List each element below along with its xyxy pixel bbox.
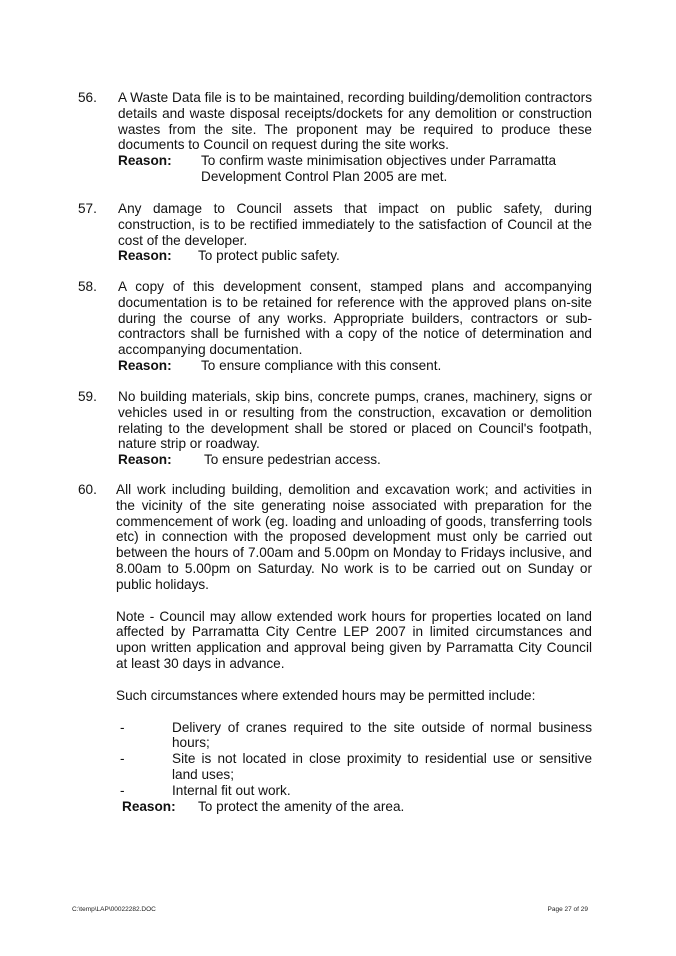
condition-number: 56. xyxy=(78,90,97,105)
condition-reason xyxy=(118,153,592,185)
bullet-marker: - xyxy=(120,719,125,735)
condition-text: No building materials, skip bins, concrete pumps, cranes, machinery, signs or vehicles used in or resulting from the construction, excavation or demolition relating to the development shall be stored or placed on Council's footpath, nature strip or roadway. xyxy=(118,389,592,452)
condition-text: All work including building, demolition and excavation work; and activities in the vicinity of the site generating noise associated with preparation for the commencement of work (eg. loading and unloading of goods, transferring tools etc) in connection with the proposed development must only be carried out between the hours of 7.00am and 5.00pm on Monday to Fridays inclusive, and 8.00am to 5.00pm on Saturday. No work is to be carried out on Sunday or public holidays. xyxy=(116,482,592,592)
circumstances-intro: Such circumstances where extended hours may be permitted include: xyxy=(116,687,536,703)
reason-label: Reason: xyxy=(118,452,172,468)
condition-reason xyxy=(118,452,592,468)
condition-text: A Waste Data file is to be maintained, recording building/demolition contractors details and waste disposal receipts/dockets for any demolition or construction wastes from the site. The proponent may be required to produce these documents to Council on request during the site works. xyxy=(118,90,592,153)
reason-text: To protect the amenity of the area. xyxy=(198,798,405,814)
reason-label: Reason: xyxy=(118,153,172,169)
condition-reason xyxy=(122,799,592,815)
condition-56 xyxy=(78,90,592,185)
condition-number: 58. xyxy=(78,279,97,294)
condition-note: Note - Council may allow extended work hours for properties located on land affected by Parramatta City Centre LEP 2007 in limited circumstances and upon written application and approval being given by Parramatta City Council at least 30 days in advance. xyxy=(116,608,592,671)
list-item xyxy=(116,751,592,783)
footer-page-number: Page 27 of 29 xyxy=(547,906,588,913)
list-item xyxy=(116,720,592,752)
reason-text: To ensure pedestrian access. xyxy=(204,452,381,468)
condition-57 xyxy=(78,201,592,264)
list-item-text: Site is not located in close proximity to residential use or sensitive land uses; xyxy=(172,751,592,782)
reason-text: To ensure compliance with this consent. xyxy=(201,357,442,373)
list-item-text: Delivery of cranes required to the site outside of normal business hours; xyxy=(172,719,592,751)
condition-text: Any damage to Council assets that impact on public safety, during construction, is to be rectified immediately to the satisfaction of Council at the cost of the developer. xyxy=(118,201,592,248)
condition-58 xyxy=(78,279,592,374)
reason-label: Reason: xyxy=(118,357,172,373)
reason-label: Reason: xyxy=(118,248,172,264)
condition-text: A copy of this development consent, stamped plans and accompanying documentation is to be retained for reference with the approved plans on-site during the course of any works. Appropriate builders, contractors or sub-contractors shall be furnished with a copy of the notice of determination and accompanying documentation. xyxy=(118,279,592,358)
condition-60 xyxy=(78,482,592,814)
list-item-text: Internal fit out work. xyxy=(172,782,291,798)
reason-text: To confirm waste minimisation objectives under Parramatta Development Control Plan 2005 are met. xyxy=(201,153,557,184)
circumstances-list xyxy=(116,720,592,799)
condition-reason xyxy=(118,358,592,374)
reason-label: Reason: xyxy=(122,798,176,814)
list-item xyxy=(116,783,592,799)
condition-number: 60. xyxy=(78,482,97,497)
condition-number: 59. xyxy=(78,389,97,404)
bullet-marker: - xyxy=(120,751,125,767)
condition-reason xyxy=(118,248,592,264)
footer-file-path: C:\temp\LAP\00022282.DOC xyxy=(72,906,156,913)
condition-number: 57. xyxy=(78,201,97,216)
reason-text: To protect public safety. xyxy=(198,248,340,264)
bullet-marker: - xyxy=(120,782,125,798)
condition-59 xyxy=(78,389,592,468)
